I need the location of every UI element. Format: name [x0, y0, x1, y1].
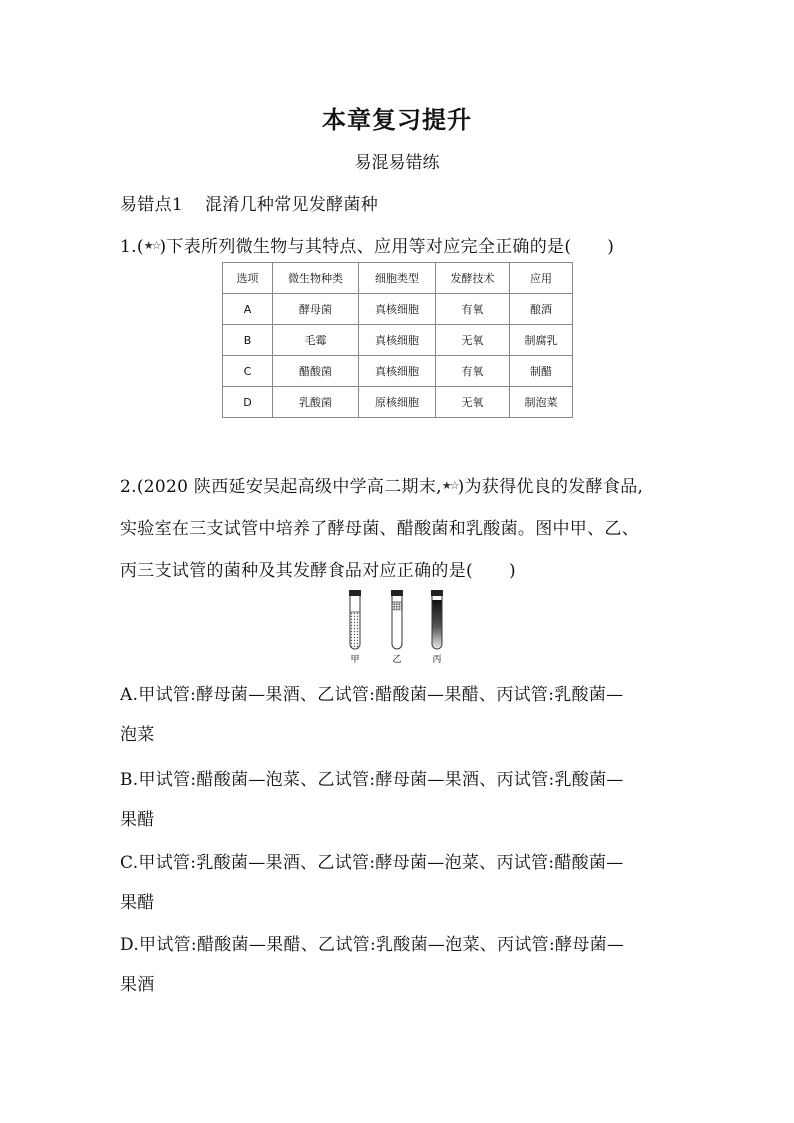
table-header-cell: 应用	[510, 263, 573, 294]
q2-text-part: )为获得优良的发酵食品,	[457, 477, 644, 497]
q2-close: )	[508, 561, 516, 581]
table-cell: D	[223, 387, 273, 418]
table-cell: 醋酸菌	[273, 356, 359, 387]
q2-source: 2.(2020 陕西延安吴起高级中学高二期末,	[120, 477, 442, 497]
difficulty-stars-icon: ★☆	[441, 479, 458, 492]
question-2-line-1	[120, 472, 643, 497]
tube-label-bing: 丙	[432, 655, 442, 665]
q2-text-part: 丙三支试管的菌种及其发酵食品对应正确的是(	[120, 561, 473, 581]
difficulty-stars-icon: ★☆	[143, 239, 160, 252]
option-c-line-2: 果醋	[120, 893, 155, 913]
table-cell: 毛霉	[273, 325, 359, 356]
tube-label-jia: 甲	[350, 655, 360, 665]
table-cell: 制醋	[510, 356, 573, 387]
q1-text: )下表所列微生物与其特点、应用等对应完全正确的是(	[159, 237, 572, 257]
test-tube-bing	[431, 590, 443, 649]
table-cell: 无氧	[436, 387, 510, 418]
table-cell: 有氧	[436, 294, 510, 325]
page-title: 本章复习提升	[322, 105, 472, 134]
table-row	[223, 294, 573, 325]
table-row	[223, 356, 573, 387]
test-tube-jia	[349, 590, 361, 649]
table-header-cell: 细胞类型	[359, 263, 436, 294]
option-d-line-2: 果酒	[120, 975, 155, 995]
table-cell: 原核细胞	[359, 387, 436, 418]
table-header-row	[223, 263, 573, 294]
option-a-line-1: A.甲试管:酵母菌—果酒、乙试管:醋酸菌—果醋、丙试管:乳酸菌—	[120, 685, 624, 705]
question-2-line-2: 实验室在三支试管中培养了酵母菌、醋酸菌和乳酸菌。图中甲、乙、	[120, 519, 639, 539]
table-cell: 真核细胞	[359, 325, 436, 356]
table-cell: 制腐乳	[510, 325, 573, 356]
table-row	[223, 387, 573, 418]
question-1-stem	[120, 232, 614, 257]
option-a-line-2: 泡菜	[120, 725, 155, 745]
page-subtitle: 易混易错练	[354, 153, 440, 173]
table-cell: 无氧	[436, 325, 510, 356]
table-header-cell: 发酵技术	[436, 263, 510, 294]
table-cell: A	[223, 294, 273, 325]
test-tube-yi	[391, 590, 403, 649]
test-tubes-figure	[338, 588, 448, 668]
table-header-cell: 选项	[223, 263, 273, 294]
table-row	[223, 325, 573, 356]
table-cell: C	[223, 356, 273, 387]
option-d-line-1: D.甲试管:醋酸菌—果醋、乙试管:乳酸菌—泡菜、丙试管:酵母菌—	[120, 935, 625, 955]
table-cell: 真核细胞	[359, 294, 436, 325]
table-cell: 酿酒	[510, 294, 573, 325]
table-header-cell: 微生物种类	[273, 263, 359, 294]
table-cell: 有氧	[436, 356, 510, 387]
section-text: 混淆几种常见发酵菌种	[205, 195, 379, 215]
option-b-line-2: 果醋	[120, 810, 155, 830]
q1-close: )	[607, 237, 615, 257]
q1-number: 1.(	[120, 237, 144, 257]
table-cell: 酵母菌	[273, 294, 359, 325]
question-2-line-3	[120, 556, 516, 581]
tube-label-yi: 乙	[392, 655, 402, 665]
table-cell: 真核细胞	[359, 356, 436, 387]
q1-table	[222, 262, 573, 418]
table-cell: 乳酸菌	[273, 387, 359, 418]
option-b-line-1: B.甲试管:醋酸菌—泡菜、乙试管:酵母菌—果酒、丙试管:乳酸菌—	[120, 770, 624, 790]
table-cell: 制泡菜	[510, 387, 573, 418]
option-c-line-1: C.甲试管:乳酸菌—果酒、乙试管:酵母菌—泡菜、丙试管:醋酸菌—	[120, 853, 624, 873]
section-heading	[120, 190, 378, 215]
table-cell: B	[223, 325, 273, 356]
section-label: 易错点1	[120, 195, 184, 215]
